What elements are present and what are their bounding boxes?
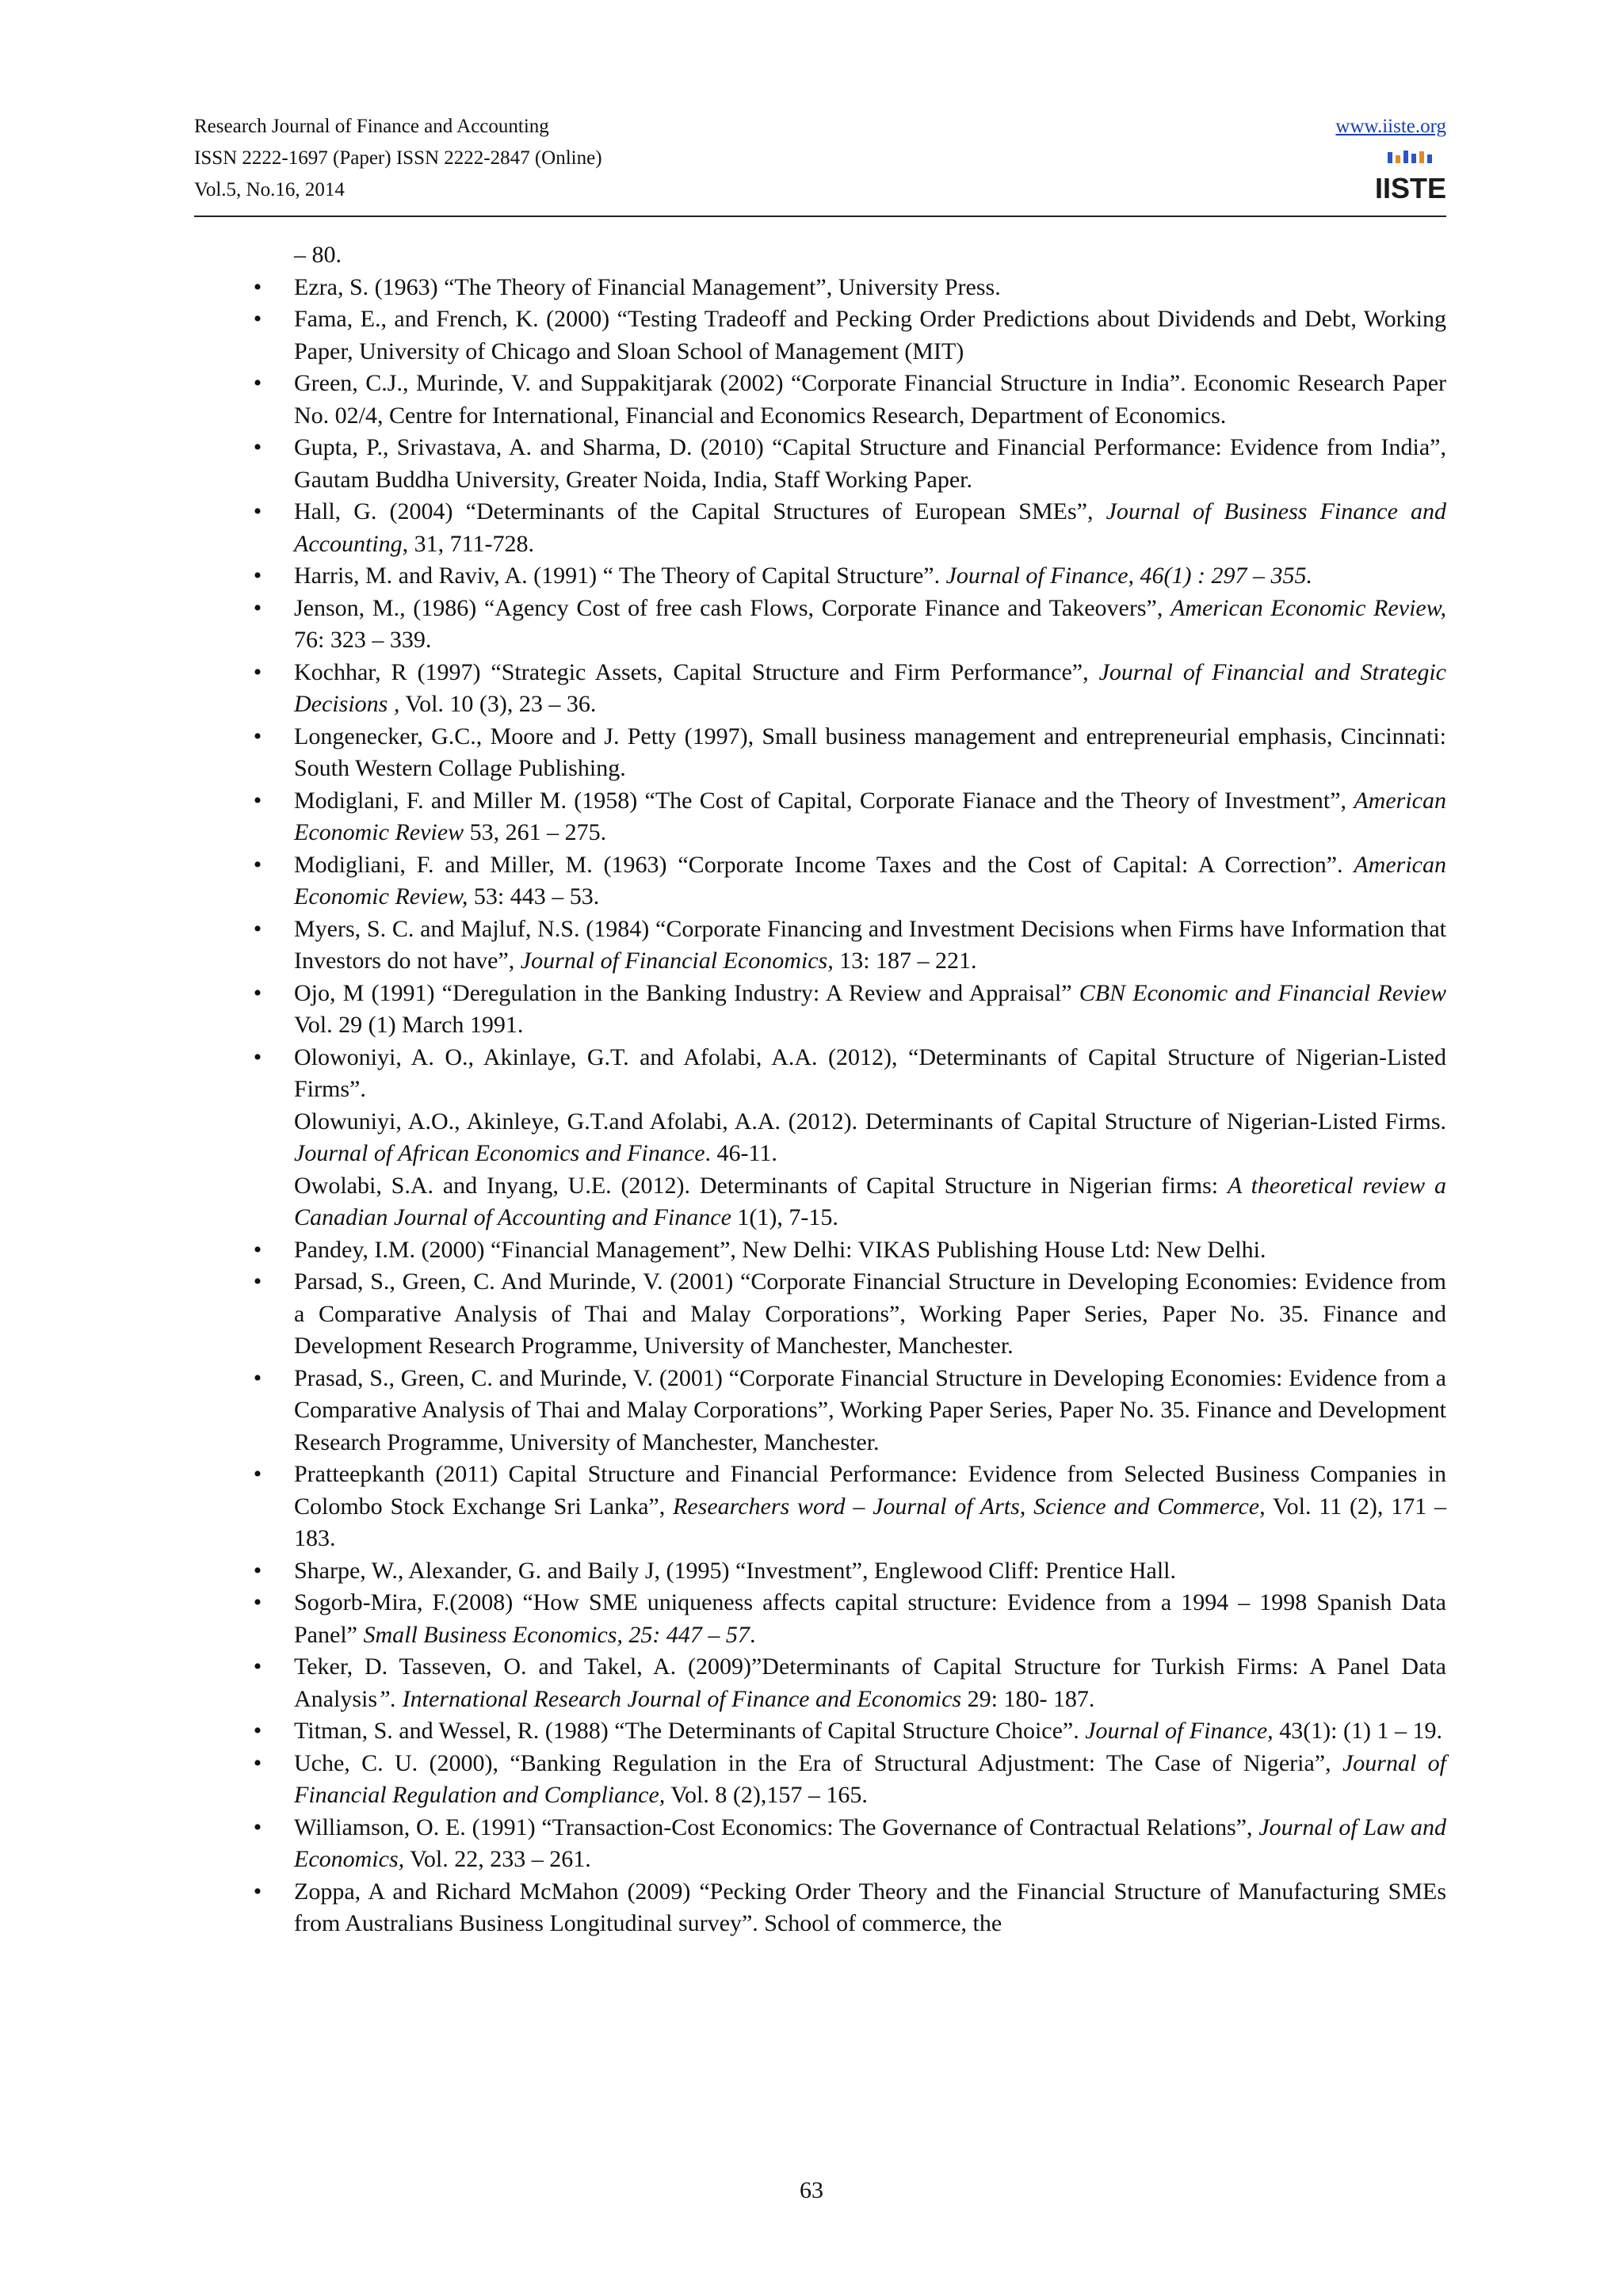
issn-line: ISSN 2222-1697 (Paper) ISSN 2222-2847 (Online) (194, 147, 602, 169)
reference-text-segment: Sogorb-Mira, F.(2008) “How SME uniqueness affects capital structure: Evidence from a 1994 – 1998 Spanish Data Panel” (294, 1589, 1446, 1648)
reference-source-italic: Journal of Finance, 46(1) : 297 – 355. (945, 563, 1313, 589)
reference-text-segment: . 46-11. (705, 1140, 777, 1166)
reference-sub-entry (294, 1106, 1446, 1170)
reference-source-italic: Journal of African Economics and Finance (294, 1140, 705, 1166)
reference-text-segment: , 31, 711-728. (402, 530, 535, 557)
reference-item (250, 496, 1446, 560)
reference-text-segment: Zoppa, A and Richard McMahon (2009) “Pecking Order Theory and the Financial Structure of Manufacturing SMEs from Australians Business Longitudinal survey”. School of commerce, the (294, 1878, 1446, 1936)
reference-source-italic: Small Business Economics, 25: 447 – 57 (363, 1621, 750, 1648)
reference-text-segment: Ojo, M (1991) “Deregulation in the Banking Industry: A Review and Appraisal” (294, 979, 1079, 1006)
reference-body (294, 272, 1446, 304)
reference-item (250, 1715, 1446, 1748)
reference-item (250, 1748, 1446, 1812)
reference-source-italic: American Economic Review, (294, 851, 1446, 910)
bullet-icon: • (253, 1878, 262, 1905)
reference-body (294, 1651, 1446, 1715)
reference-item (250, 1459, 1446, 1555)
reference-body (294, 1587, 1446, 1651)
reference-text-segment: Jenson, M., (1986) “Agency Cost of free cash Flows, Corporate Finance and Takeovers”, (294, 594, 1171, 621)
bullet-icon: • (253, 723, 262, 749)
reference-source-italic: American Economic Review (294, 787, 1446, 845)
reference-entries (250, 272, 1446, 1940)
journal-url-link[interactable]: www.iiste.org (1335, 116, 1446, 137)
reference-text-segment: Longenecker, G.C., Moore and J. Petty (1997), Small business management and entrepreneurial emphasis, Cincinnati: South Western Collage Publishing. (294, 723, 1446, 781)
reference-item (250, 1876, 1446, 1940)
reference-text-segment: . (749, 1621, 756, 1648)
bullet-icon: • (253, 1364, 262, 1391)
reference-text-segment: Modiglani, F. and Miller M. (1958) “The Cost of Capital, Corporate Fianace and the Theory of Investment”, (294, 787, 1354, 814)
bullet-icon: • (253, 851, 262, 878)
reference-text-segment: Green, C.J., Murinde, V. and Suppakitjarak (2002) “Corporate Financial Structure in India”. Economic Research Paper No. 02/4, Centre for International, Financial and Economics Research, Department of Economics. (294, 370, 1446, 429)
reference-item (250, 1555, 1446, 1588)
reference-text-segment: Harris, M. and Raviv, A. (1991) “ The Theory of Capital Structure”. (294, 563, 946, 589)
reference-body (294, 560, 1446, 593)
bullet-icon: • (253, 370, 262, 396)
reference-body (294, 785, 1446, 849)
reference-body (294, 657, 1446, 721)
bullet-icon: • (253, 1557, 262, 1584)
bullet-icon: • (253, 273, 262, 300)
continuation-text: – 80. (294, 242, 342, 268)
reference-text-segment: 1(1), 7-15. (731, 1204, 838, 1230)
reference-body (294, 721, 1446, 785)
reference-text-segment: 43(1): (1) 1 – 19. (1273, 1718, 1442, 1744)
bullet-icon: • (253, 658, 262, 685)
logo-text: IISTE (1374, 172, 1447, 204)
reference-body (294, 913, 1446, 978)
reference-body (294, 496, 1446, 560)
reference-source-italic: Journal of Financial and Strategic Decisions , (294, 658, 1446, 717)
bullet-icon: • (253, 434, 262, 460)
references-list (250, 239, 1446, 1940)
reference-text-segment: 53: 443 – 53. (468, 883, 600, 910)
reference-source-italic: Journal of Law and Economics, (294, 1814, 1446, 1872)
reference-item (250, 849, 1446, 913)
reference-text-segment: Vol. 29 (1) March 1991. (294, 1012, 524, 1038)
reference-item (250, 1234, 1446, 1267)
reference-item (250, 1042, 1446, 1234)
reference-text-segment: 29: 180- 187. (961, 1685, 1095, 1712)
reference-text-segment: Vol. 8 (2),157 – 165. (665, 1782, 868, 1808)
reference-text-segment: Uche, C. U. (2000), “Banking Regulation in the Era of Structural Adjustment: The Case of Nigeria”, (294, 1749, 1342, 1776)
reference-text-segment: Modigliani, F. and Miller, M. (1963) “Corporate Income Taxes and the Cost of Capital: A Correction”. (294, 851, 1354, 878)
reference-text-segment: Myers, S. C. and Majluf, N.S. (1984) “Corporate Financing and Investment Decisions when Firms have Information that Investors do not have”, (294, 915, 1446, 974)
reference-item (250, 913, 1446, 978)
iiste-logo (1374, 149, 1447, 204)
reference-text-segment: Williamson, O. E. (1991) “Transaction-Cost Economics: The Governance of Contractual Relations”, (294, 1814, 1259, 1840)
reference-text-segment: Owolabi, S.A. and Inyang, U.E. (2012). Determinants of Capital Structure in Nigerian firms: (294, 1172, 1228, 1199)
reference-body (294, 368, 1446, 432)
reference-text-segment: Titman, S. and Wessel, R. (1988) “The Determinants of Capital Structure Choice”. (294, 1718, 1086, 1744)
reference-body (294, 1459, 1446, 1555)
reference-item (250, 1812, 1446, 1876)
reference-body (294, 432, 1446, 496)
volume-line: Vol.5, No.16, 2014 (194, 179, 345, 200)
reference-text-segment: Pratteepkanth (2011) Capital Structure and Financial Performance: Evidence from Selected Business Companies in Colombo Stock Exchange Sri Lanka”, (294, 1461, 1446, 1520)
bullet-icon: • (253, 915, 262, 942)
bullet-icon: • (253, 1043, 262, 1070)
reference-source-italic: Journal of Financial Regulation and Compliance, (294, 1749, 1446, 1808)
reference-source-italic: CBN Economic and Financial Review (1079, 979, 1447, 1006)
reference-source-italic: Journal of Business Finance and Accounting (294, 498, 1447, 557)
reference-body (294, 1812, 1446, 1876)
reference-body (294, 593, 1446, 657)
bullet-icon: • (253, 594, 262, 621)
reference-item (250, 1587, 1446, 1651)
reference-body (294, 1715, 1446, 1748)
reference-text-segment: Vol. 11 (2), 171 – 183. (294, 1493, 1446, 1551)
bullet-icon: • (253, 787, 262, 814)
bullet-icon: • (253, 306, 262, 332)
reference-text-segment: Teker, D. Tasseven, O. and Takel, A. (2009)”Determinants of Capital Structure for Turkish Firms: A Panel Data Analysis (294, 1653, 1446, 1712)
bullet-icon: • (253, 1461, 262, 1487)
reference-item (250, 657, 1446, 721)
reference-item (250, 1651, 1446, 1715)
reference-body (294, 1266, 1446, 1363)
reference-text-segment: Prasad, S., Green, C. and Murinde, V. (2001) “Corporate Financial Structure in Developing Economies: Evidence from a Comparative Analysis of Thai and Malay Corporations”, Working Paper Series, Paper No. 35. Finance and Development Research Programme, University of Manchester, Manchester. (294, 1364, 1446, 1455)
reference-body (294, 303, 1446, 368)
reference-text-segment: Pandey, I.M. (2000) “Financial Management”, New Delhi: VIKAS Publishing House Ltd: New Delhi. (294, 1236, 1266, 1263)
header-divider (194, 215, 1446, 217)
reference-body (294, 1042, 1446, 1106)
reference-text-segment: Fama, E., and French, K. (2000) “Testing Tradeoff and Pecking Order Predictions about Dividends and Debt, Working Paper, University of Chicago and Sloan School of Management (MIT) (294, 306, 1446, 364)
journal-title: Research Journal of Finance and Accounting (194, 116, 549, 137)
reference-source-italic: ”. International Research Journal of Finance and Economics (377, 1685, 962, 1712)
reference-text-segment: Sharpe, W., Alexander, G. and Baily J, (1995) “Investment”, Englewood Cliff: Prentice Hall. (294, 1557, 1177, 1584)
reference-item (250, 593, 1446, 657)
bullet-icon: • (253, 979, 262, 1006)
reference-text-segment: 53, 261 – 275. (464, 819, 607, 845)
reference-text-segment: 76: 323 – 339. (294, 627, 432, 653)
reference-body (294, 1876, 1446, 1940)
reference-source-italic: A theoretical review a Canadian Journal of Accounting and Finance (294, 1172, 1446, 1230)
reference-text-segment: Gupta, P., Srivastava, A. and Sharma, D. (2010) “Capital Structure and Financial Performance: Evidence from India”, Gautam Buddha University, Greater Noida, India, Staff Working Paper. (294, 434, 1446, 493)
bullet-icon: • (253, 498, 262, 524)
reference-body (294, 978, 1446, 1042)
bullet-icon: • (253, 1653, 262, 1680)
reference-item (250, 978, 1446, 1042)
bullet-icon: • (253, 1814, 262, 1840)
reference-source-italic: Journal of Finance, (1085, 1718, 1274, 1744)
bullet-icon: • (253, 1236, 262, 1263)
bullet-icon: • (253, 1268, 262, 1295)
reference-body (294, 849, 1446, 913)
reference-body (294, 1555, 1446, 1588)
page-number: 63 (800, 2177, 823, 2203)
reference-source-italic: American Economic Review, (1170, 594, 1446, 621)
reference-item (250, 368, 1446, 432)
reference-text-segment: Vol. 22, 233 – 261. (404, 1846, 591, 1872)
reference-item (250, 303, 1446, 368)
reference-text-segment: Hall, G. (2004) “Determinants of the Capital Structures of European SMEs”, (294, 498, 1106, 524)
reference-item (250, 1266, 1446, 1363)
reference-text-segment: Parsad, S., Green, C. And Murinde, V. (2001) “Corporate Financial Structure in Developing Economies: Evidence from a Comparative Analysis of Thai and Malay Corporations”, Working Paper Series, Paper No. 35. Finance and Development Research Programme, University of Manchester, Manchester. (294, 1268, 1446, 1359)
reference-source-italic: Researchers word – Journal of Arts, Science and Commerce, (673, 1493, 1266, 1520)
reference-body (294, 1234, 1446, 1267)
reference-body (294, 1748, 1446, 1812)
reference-text-segment: Ezra, S. (1963) “The Theory of Financial Management”, University Press. (294, 273, 1001, 300)
reference-item (250, 785, 1446, 849)
reference-text-segment: Kochhar, R (1997) “Strategic Assets, Capital Structure and Firm Performance”, (294, 658, 1099, 685)
reference-text-segment: Olowuniyi, A.O., Akinleye, G.T.and Afolabi, A.A. (2012). Determinants of Capital Structure of Nigerian-Listed Firms. (294, 1108, 1446, 1135)
bullet-icon: • (253, 1718, 262, 1744)
reference-source-italic: Journal of Financial Economics, (520, 948, 834, 974)
bullet-icon: • (253, 563, 262, 589)
bullet-icon: • (253, 1589, 262, 1615)
reference-item (250, 272, 1446, 304)
page-header (194, 111, 1446, 214)
bullet-icon: • (253, 1749, 262, 1776)
reference-text-segment: Olowoniyi, A. O., Akinlaye, G.T. and Afolabi, A.A. (2012), “Determinants of Capital Structure of Nigerian-Listed Firms”. (294, 1043, 1446, 1102)
reference-text-segment: 13: 187 – 221. (833, 948, 977, 974)
reference-text-segment: Vol. 10 (3), 23 – 36. (399, 691, 597, 717)
reference-item (250, 432, 1446, 496)
reference-body (294, 1363, 1446, 1459)
reference-sub-entry (294, 1170, 1446, 1234)
reference-item (250, 1363, 1446, 1459)
reference-item (250, 560, 1446, 593)
reference-item (250, 721, 1446, 785)
